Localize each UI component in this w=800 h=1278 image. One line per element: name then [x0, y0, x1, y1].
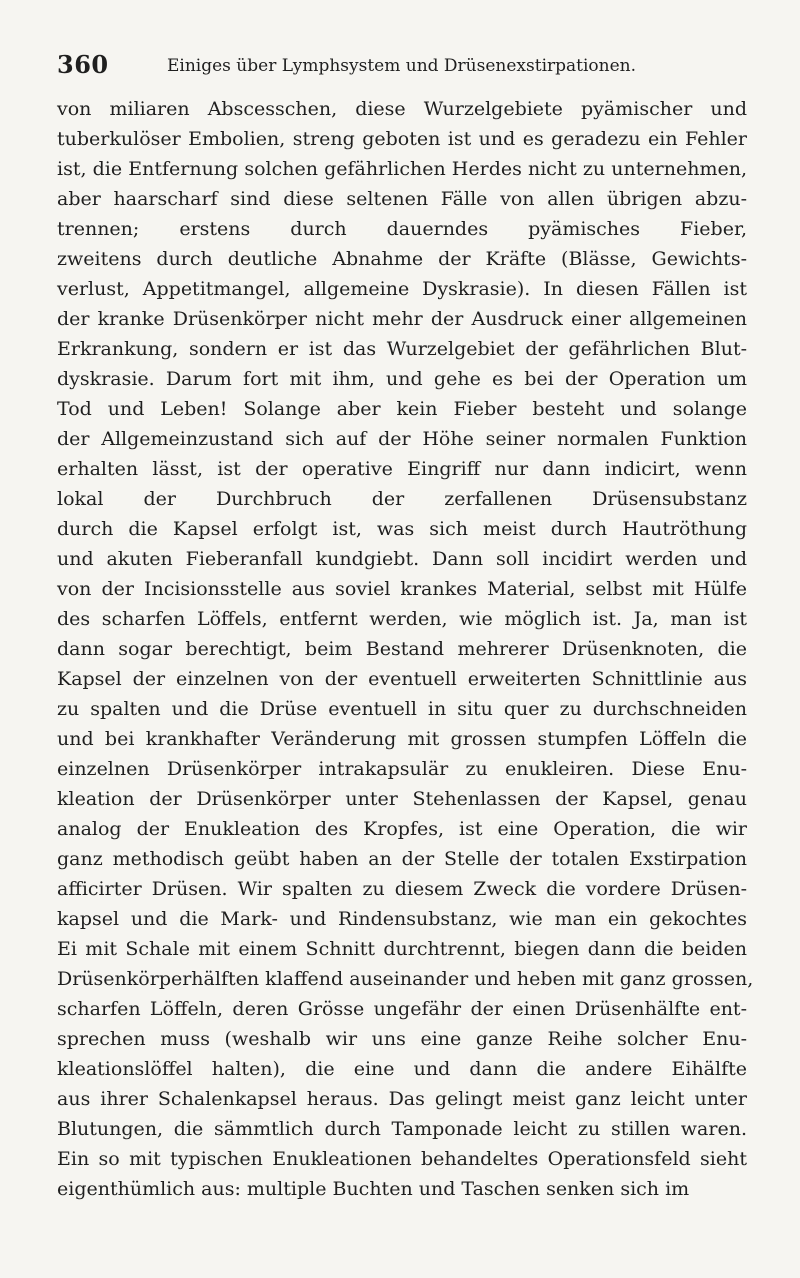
text-line: tuberkulöser Embolien, streng geboten ist und es geradezu ein Fehler	[57, 128, 747, 150]
text-line: Ei mit Schale mit einem Schnitt durchtrennt, biegen dann die beiden	[57, 938, 747, 960]
text-line: dyskrasie. Darum fort mit ihm, und gehe es bei der Operation um	[57, 368, 747, 390]
text-line: ist, die Entfernung solchen gefährlichen Herdes nicht zu unternehmen,	[57, 158, 747, 180]
running-head: Einiges über Lymphsystem und Drüsenexstirpationen.	[167, 56, 637, 76]
text-line: zu spalten und die Drüse eventuell in situ quer zu durchschneiden	[57, 698, 747, 720]
text-line: eigenthümlich aus: multiple Buchten und Taschen senken sich im	[57, 1178, 690, 1200]
text-line: und akuten Fieberanfall kundgiebt. Dann soll incidirt werden und	[57, 548, 747, 570]
text-line: sprechen muss (weshalb wir uns eine ganze Reihe solcher Enu-	[57, 1028, 747, 1050]
text-line: Erkrankung, sondern er ist das Wurzelgebiet der gefährlichen Blut-	[57, 338, 747, 360]
text-line: afficirter Drüsen. Wir spalten zu diesem Zweck die vordere Drüsen-	[57, 878, 747, 900]
text-line: scharfen Löffeln, deren Grösse ungefähr der einen Drüsenhälfte ent-	[57, 998, 747, 1020]
text-line: trennen; erstens durch dauerndes pyämisches Fieber,	[57, 218, 747, 240]
text-line: Ein so mit typischen Enukleationen behandeltes Operationsfeld sieht	[57, 1148, 747, 1170]
text-line: Blutungen, die sämmtlich durch Tamponade leicht zu stillen waren.	[57, 1118, 747, 1140]
text-line: ganz methodisch geübt haben an der Stelle der totalen Exstirpation	[57, 848, 747, 870]
text-line: analog der Enukleation des Kropfes, ist eine Operation, die wir	[57, 818, 747, 840]
text-line: und bei krankhafter Veränderung mit grossen stumpfen Löffeln die	[57, 728, 747, 750]
text-line: aber haarscharf sind diese seltenen Fälle von allen übrigen abzu-	[57, 188, 747, 210]
text-line: einzelnen Drüsenkörper intrakapsulär zu enukleiren. Diese Enu-	[57, 758, 747, 780]
text-line: von der Incisionsstelle aus soviel krankes Material, selbst mit Hülfe	[57, 578, 747, 600]
text-line: durch die Kapsel erfolgt ist, was sich meist durch Hautröthung	[57, 518, 747, 540]
page-number: 360	[57, 50, 109, 79]
text-line: erhalten lässt, ist der operative Eingriff nur dann indicirt, wenn	[57, 458, 747, 480]
text-line: kleation der Drüsenkörper unter Stehenlassen der Kapsel, genau	[57, 788, 747, 810]
text-line: Tod und Leben! Solange aber kein Fieber besteht und solange	[57, 398, 747, 420]
page-header	[57, 50, 757, 90]
text-line: Drüsenkörperhälften klaffend auseinander und heben mit ganz grossen,	[57, 968, 754, 990]
text-line: von miliaren Abscesschen, diese Wurzelgebiete pyämischer und	[57, 98, 747, 120]
text-line: dann sogar berechtigt, beim Bestand mehrerer Drüsenknoten, die	[57, 638, 747, 660]
text-line: verlust, Appetitmangel, allgemeine Dyskrasie). In diesen Fällen ist	[57, 278, 747, 300]
text-line: Kapsel der einzelnen von der eventuell erweiterten Schnittlinie aus	[57, 668, 747, 690]
text-line: der kranke Drüsenkörper nicht mehr der Ausdruck einer allgemeinen	[57, 308, 747, 330]
text-line: aus ihrer Schalenkapsel heraus. Das gelingt meist ganz leicht unter	[57, 1088, 747, 1110]
body-text	[57, 94, 754, 1204]
text-line: kapsel und die Mark- und Rindensubstanz, wie man ein gekochtes	[57, 908, 747, 930]
text-line: des scharfen Löffels, entfernt werden, wie möglich ist. Ja, man ist	[57, 608, 747, 630]
text-line: kleationslöffel halten), die eine und dann die andere Eihälfte	[57, 1058, 747, 1080]
text-line: lokal der Durchbruch der zerfallenen Drüsensubstanz	[57, 488, 747, 510]
text-line: der Allgemeinzustand sich auf der Höhe seiner normalen Funktion	[57, 428, 747, 450]
text-line: zweitens durch deutliche Abnahme der Kräfte (Blässe, Gewichts-	[57, 248, 747, 270]
